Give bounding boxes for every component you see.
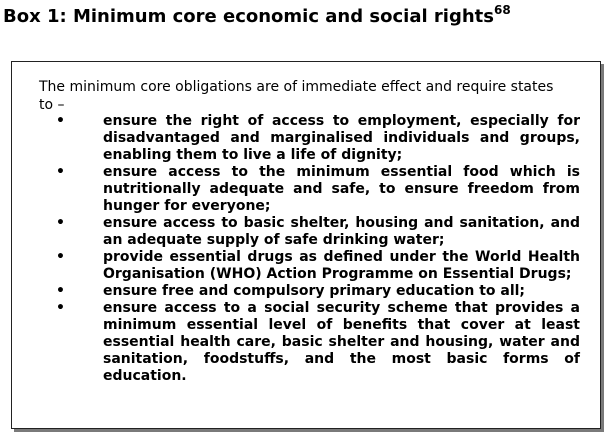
list-item-text: ensure access to a social security scheme that provides a minimum essential level of benefits that cover at least essential health care, basic shelter and housing, water and sanitation, foodstuffs, and the most basic forms of education. <box>103 300 580 384</box>
intro-text: The minimum core obligations are of immediate effect and require states to – <box>39 79 554 113</box>
bullet-icon: • <box>56 215 65 231</box>
list-item <box>56 283 580 300</box>
list-item-text: ensure free and compulsory primary education to all; <box>103 283 526 299</box>
list-item-text: provide essential drugs as defined under the World Health Organisation (WHO) Action Programme on Essential Drugs; <box>103 249 580 282</box>
obligation-list <box>56 113 580 385</box>
bullet-icon: • <box>56 164 65 180</box>
list-item <box>56 215 580 249</box>
list-item-text: ensure the right of access to employment, especially for disadvantaged and marginalised individuals and groups, enabling them to live a life of dignity; <box>103 113 580 163</box>
box-heading <box>3 3 511 29</box>
bullet-icon: • <box>56 300 65 316</box>
bullet-icon: • <box>56 113 65 129</box>
bullet-icon: • <box>56 283 65 299</box>
list-item <box>56 164 580 215</box>
obligations-box <box>11 61 601 429</box>
list-item <box>56 249 580 283</box>
list-item-text: ensure access to basic shelter, housing and sanitation, and an adequate supply of safe drinking water; <box>103 215 580 248</box>
bullet-icon: • <box>56 249 65 265</box>
list-item-text: ensure access to the minimum essential food which is nutritionally adequate and safe, to ensure freedom from hunger for everyone; <box>103 164 580 214</box>
list-item <box>56 113 580 164</box>
box-title: Box 1: Minimum core economic and social rights <box>3 6 494 27</box>
footnote-ref[interactable]: 68 <box>493 3 511 17</box>
list-item <box>56 300 580 385</box>
